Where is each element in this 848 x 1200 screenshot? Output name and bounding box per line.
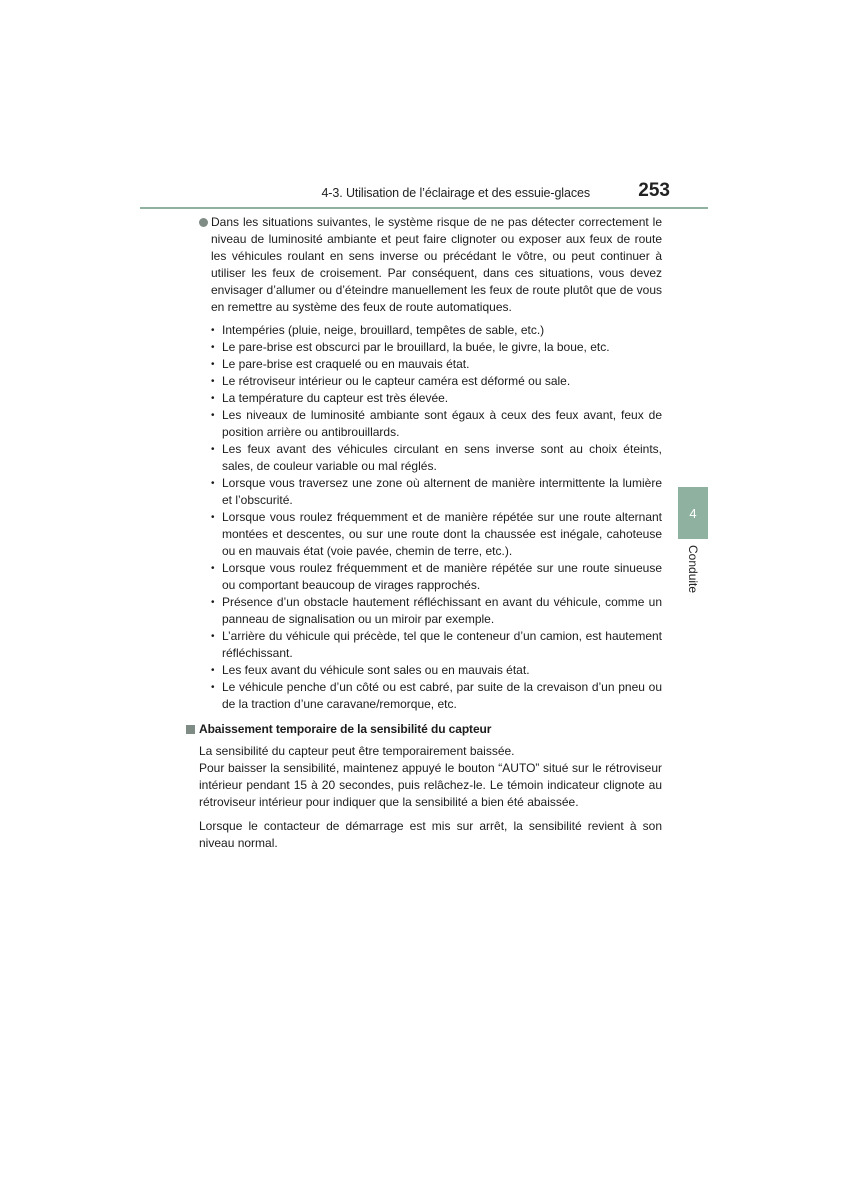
list-item: • Le pare-brise est craquelé ou en mauvais état.	[211, 357, 470, 371]
list-item: • Les feux avant du véhicule sont sales ou en mauvais état.	[211, 663, 530, 677]
chapter-label: Conduite	[686, 545, 700, 594]
bullet-icon: •	[211, 563, 215, 574]
bullet-icon: •	[211, 393, 215, 404]
bullet-icon: •	[211, 444, 215, 455]
intro-paragraph	[186, 214, 662, 316]
bullet-icon: •	[211, 342, 215, 353]
list-item: • Le rétroviseur intérieur ou le capteur caméra est déformé ou sale.	[211, 374, 571, 388]
chapter-number: 4	[689, 505, 697, 521]
page-header	[140, 178, 708, 208]
section-title: 4-3. Utilisation de l’éclairage et des essuie-glaces	[321, 186, 590, 200]
square-bullet-icon	[186, 725, 195, 734]
list-item: • Intempéries (pluie, neige, brouillard, tempêtes de sable, etc.)	[211, 323, 545, 337]
list-item: • Lorsque vous traversez une zone où alternent de manière intermittente la lumière et l’obscurité.	[211, 476, 662, 507]
bullet-icon: •	[211, 597, 215, 608]
page-number: 253	[638, 180, 670, 201]
circle-bullet-icon	[199, 218, 208, 227]
list-item: • Les feux avant des véhicules circulant en sens inverse sont au choix éteints, sales, de couleur variable ou mal réglés.	[211, 442, 662, 473]
list-item: • Lorsque vous roulez fréquemment et de manière répétée sur une route sinueuse ou comportant beaucoup de virages rapprochés.	[211, 561, 662, 592]
bullet-icon: •	[211, 512, 215, 523]
bullet-icon: •	[211, 682, 215, 693]
list-item: • Lorsque vous roulez fréquemment et de manière répétée sur une route alternant montées et descentes, ou sur une route dont la chaussée est inégale, cahoteuse ou en mauvais état (voie pavée, chemin de terre, etc.).	[211, 510, 662, 558]
situations-list	[186, 322, 662, 713]
section-paragraph: Lorsque le contacteur de démarrage est mis sur arrêt, la sensibilité revient à son niveau normal.	[199, 819, 662, 850]
list-item: • Les niveaux de luminosité ambiante sont égaux à ceux des feux avant, feux de position arrière ou antibrouillards.	[211, 408, 662, 439]
bullet-icon: •	[211, 478, 215, 489]
bullet-icon: •	[211, 359, 215, 370]
bullet-icon: •	[211, 325, 215, 336]
list-item: • L’arrière du véhicule qui précède, tel que le conteneur d’un camion, est hautement réfléchissant.	[211, 629, 662, 660]
intro-text: Dans les situations suivantes, le système risque de ne pas détecter correctement le niveau de luminosité ambiante et peut faire clignoter ou exposer aux feux de route les véhicules roulant en sens inverse ou précédant le vôtre, ou peut continuer à utiliser les feux de croisement. Par conséquent, dans ces situations, vous devez envisager d’allumer ou d’éteindre manuellement les feux de route plutôt que de vous en remettre au système des feux de route automatiques.	[211, 215, 662, 314]
list-item: • Le véhicule penche d’un côté ou est cabré, par suite de la crevaison d’un pneu ou de la traction d’une caravane/remorque, etc.	[211, 680, 662, 711]
chapter-tab	[678, 487, 708, 539]
bullet-icon: •	[211, 631, 215, 642]
page-body	[186, 214, 662, 852]
list-item: • Présence d’un obstacle hautement réfléchissant en avant du véhicule, comme un panneau de signalisation ou un miroir par exemple.	[211, 595, 662, 626]
bullet-icon: •	[211, 376, 215, 387]
list-item: • La température du capteur est très élevée.	[211, 391, 449, 405]
bullet-icon: •	[211, 410, 215, 421]
section-heading: Abaissement temporaire de la sensibilité du capteur	[186, 721, 662, 738]
bullet-icon: •	[211, 665, 215, 676]
header-rule	[140, 207, 708, 209]
list-item: • Le pare-brise est obscurci par le brouillard, la buée, le givre, la boue, etc.	[211, 340, 610, 354]
section-paragraph: La sensibilité du capteur peut être temporairement baissée. Pour baisser la sensibilité, maintenez appuyé le bouton “AUTO” situé sur le rétroviseur intérieur pendant 15 à 20 secondes, puis relâchez-le. Le témoin indicateur clignote au rétroviseur intérieur pour indiquer que la sensibilité a bien été abaissée.	[199, 744, 662, 809]
